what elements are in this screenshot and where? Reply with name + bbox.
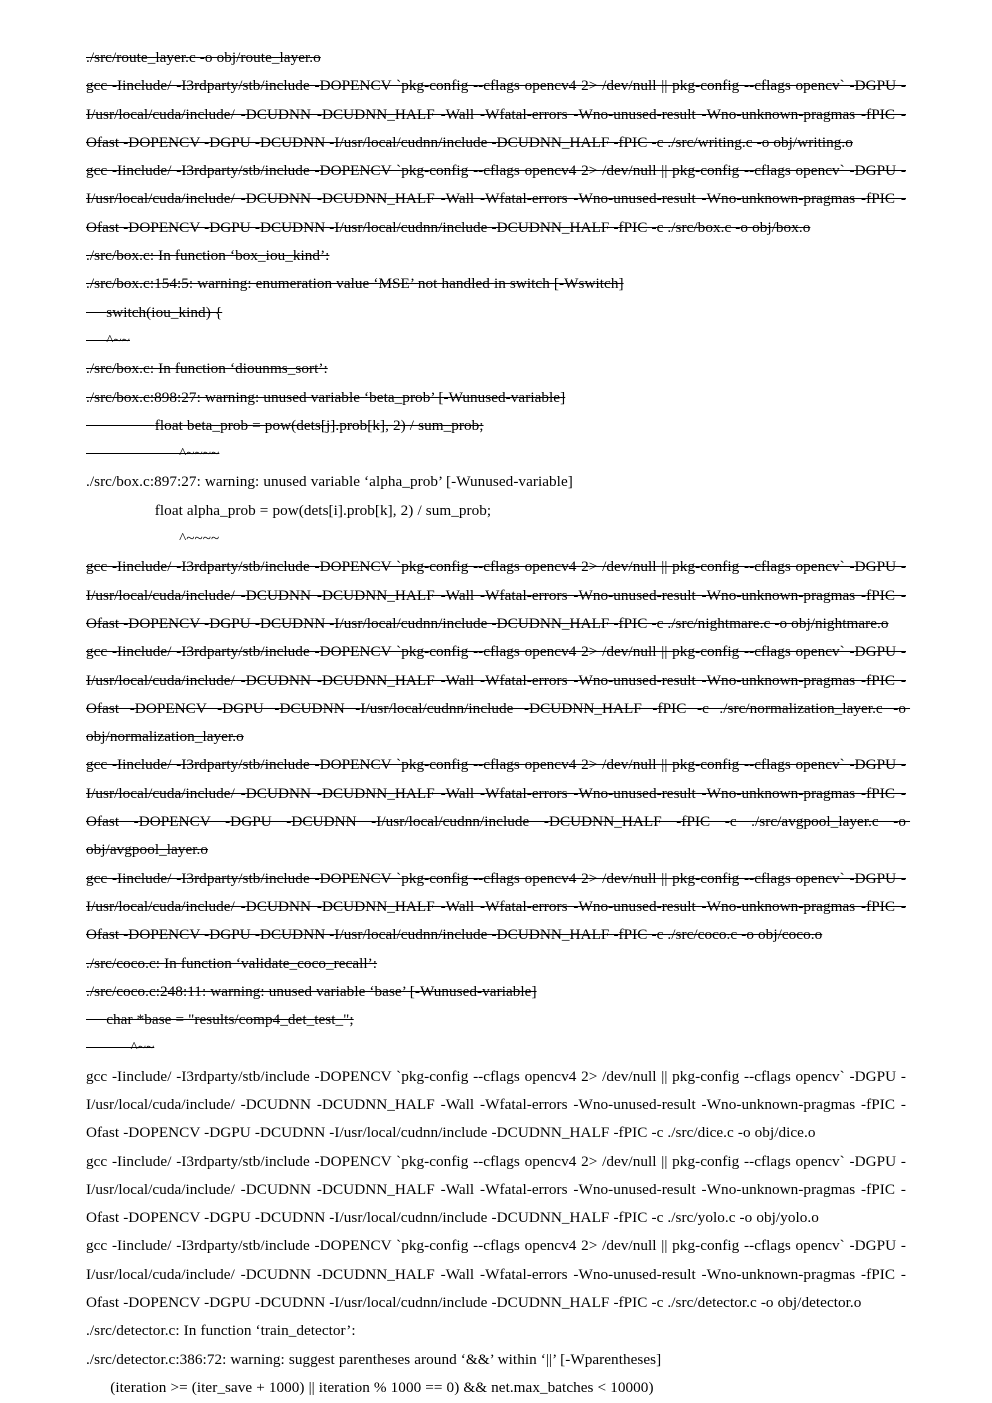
log-line-coco-fn-validate-coco-recall: ./src/coco.c: In function ‘validate_coco_recall’:	[86, 954, 378, 972]
log-line-gcc-coco: gcc -Iinclude/ -I3rdparty/stb/include -DOPENCV `pkg-config --cflags opencv4 2> /dev/null || pkg-config --cflags opencv` -DGPU -I/usr/local/cuda/include/ -DCUDNN -DCUDNN_HALF -Wall -Wfatal-errors -Wno-unused-result -Wno-unknown-pragmas -fPIC -Ofast -DOPENCV -DGPU -DCUDNN -I/usr/local/cudnn/include -DCUDNN_HALF -fPIC -c ./src/coco.c -o obj/coco.o	[86, 869, 906, 944]
log-line-box-warn-alpha-prob: ./src/box.c:897:27: warning: unused variable ‘alpha_prob’ [-Wunused-variable]	[86, 473, 573, 491]
log-line-gcc-yolo: gcc -Iinclude/ -I3rdparty/stb/include -DOPENCV `pkg-config --cflags opencv4 2> /dev/null || pkg-config --cflags opencv` -DGPU -I/usr/local/cuda/include/ -DCUDNN -DCUDNN_HALF -Wall -Wfatal-errors -Wno-unused-result -Wno-unknown-pragmas -fPIC -Ofast -DOPENCV -DGPU -DCUDNN -I/usr/local/cudnn/include -DCUDNN_HALF -fPIC -c ./src/yolo.c -o obj/yolo.o	[86, 1152, 906, 1227]
log-line-box-caret-alpha-prob: ^~~~~	[86, 530, 220, 548]
log-line-gcc-box: gcc -Iinclude/ -I3rdparty/stb/include -DOPENCV `pkg-config --cflags opencv4 2> /dev/null || pkg-config --cflags opencv` -DGPU -I/usr/local/cuda/include/ -DCUDNN -DCUDNN_HALF -Wall -Wfatal-errors -Wno-unused-result -Wno-unknown-pragmas -fPIC -Ofast -DOPENCV -DGPU -DCUDNN -I/usr/local/cudnn/include -DCUDNN_HALF -fPIC -c ./src/box.c -o obj/box.o	[86, 162, 906, 236]
build-log-line-list	[86, 44, 911, 1402]
log-line-box-src-alpha-prob: float alpha_prob = pow(dets[i].prob[k], 2) / sum_prob;	[86, 501, 492, 519]
log-line-box-caret-switch: ^~~	[86, 331, 130, 349]
log-line-box-warn-mse: ./src/box.c:154:5: warning: enumeration value ‘MSE’ not handled in switch [-Wswitch]	[86, 275, 624, 293]
log-line-box-src-beta-prob: float beta_prob = pow(dets[j].prob[k], 2) / sum_prob;	[86, 416, 484, 434]
log-line-gcc-normalization-layer: gcc -Iinclude/ -I3rdparty/stb/include -DOPENCV `pkg-config --cflags opencv4 2> /dev/null || pkg-config --cflags opencv` -DGPU -I/usr/local/cuda/include/ -DCUDNN -DCUDNN_HALF -Wall -Wfatal-errors -Wno-unused-result -Wno-unknown-pragmas -fPIC -Ofast -DOPENCV -DGPU -DCUDNN -I/usr/local/cudnn/include -DCUDNN_HALF -fPIC -c ./src/normalization_layer.c -o obj/normalization_layer.o	[86, 643, 911, 746]
log-line-detector-src-iteration: (iteration >= (iter_save + 1000) || iteration % 1000 == 0) && net.max_batches < 10000)	[86, 1378, 654, 1396]
log-line-box-fn-box-iou-kind: ./src/box.c: In function ‘box_iou_kind’:	[86, 247, 330, 265]
log-line-coco-src-base: char *base = "results/comp4_det_test_";	[86, 1011, 354, 1029]
log-line-route-layer-tail: ./src/route_layer.c -o obj/route_layer.o	[86, 49, 321, 66]
log-line-gcc-detector: gcc -Iinclude/ -I3rdparty/stb/include -DOPENCV `pkg-config --cflags opencv4 2> /dev/null || pkg-config --cflags opencv` -DGPU -I/usr/local/cuda/include/ -DCUDNN -DCUDNN_HALF -Wall -Wfatal-errors -Wno-unused-result -Wno-unknown-pragmas -fPIC -Ofast -DOPENCV -DGPU -DCUDNN -I/usr/local/cudnn/include -DCUDNN_HALF -fPIC -c ./src/detector.c -o obj/detector.o	[86, 1237, 906, 1312]
log-line-coco-warn-base: ./src/coco.c:248:11: warning: unused variable ‘base’ [-Wunused-variable]	[86, 982, 537, 1000]
log-line-gcc-writing: gcc -Iinclude/ -I3rdparty/stb/include -DOPENCV `pkg-config --cflags opencv4 2> /dev/null || pkg-config --cflags opencv` -DGPU -I/usr/local/cuda/include/ -DCUDNN -DCUDNN_HALF -Wall -Wfatal-errors -Wno-unused-result -Wno-unknown-pragmas -fPIC -Ofast -DOPENCV -DGPU -DCUDNN -I/usr/local/cudnn/include -DCUDNN_HALF -fPIC -c ./src/writing.c -o obj/writing.o	[86, 77, 906, 151]
log-line-detector-warn-parentheses: ./src/detector.c:386:72: warning: suggest parentheses around ‘&&’ within ‘||’ [-Wparentheses]	[86, 1350, 662, 1368]
log-line-box-warn-beta-prob: ./src/box.c:898:27: warning: unused variable ‘beta_prob’ [-Wunused-variable]	[86, 388, 566, 406]
log-line-gcc-nightmare: gcc -Iinclude/ -I3rdparty/stb/include -DOPENCV `pkg-config --cflags opencv4 2> /dev/null || pkg-config --cflags opencv` -DGPU -I/usr/local/cuda/include/ -DCUDNN -DCUDNN_HALF -Wall -Wfatal-errors -Wno-unused-result -Wno-unknown-pragmas -fPIC -Ofast -DOPENCV -DGPU -DCUDNN -I/usr/local/cudnn/include -DCUDNN_HALF -fPIC -c ./src/nightmare.c -o obj/nightmare.o	[86, 558, 906, 632]
log-line-detector-fn-train-detector: ./src/detector.c: In function ‘train_detector’:	[86, 1322, 356, 1340]
log-line-box-fn-diounms-sort: ./src/box.c: In function ‘diounms_sort’:	[86, 360, 328, 378]
log-line-box-src-switch: switch(iou_kind) {	[86, 303, 223, 321]
log-line-coco-caret-base: ^~~	[86, 1039, 155, 1057]
log-line-gcc-avgpool-layer: gcc -Iinclude/ -I3rdparty/stb/include -DOPENCV `pkg-config --cflags opencv4 2> /dev/null || pkg-config --cflags opencv` -DGPU -I/usr/local/cuda/include/ -DCUDNN -DCUDNN_HALF -Wall -Wfatal-errors -Wno-unused-result -Wno-unknown-pragmas -fPIC -Ofast -DOPENCV -DGPU -DCUDNN -I/usr/local/cudnn/include -DCUDNN_HALF -fPIC -c ./src/avgpool_layer.c -o obj/avgpool_layer.o	[86, 756, 911, 859]
log-line-box-caret-beta-prob: ^~~~~	[86, 445, 220, 463]
log-line-gcc-dice: gcc -Iinclude/ -I3rdparty/stb/include -DOPENCV `pkg-config --cflags opencv4 2> /dev/null || pkg-config --cflags opencv` -DGPU -I/usr/local/cuda/include/ -DCUDNN -DCUDNN_HALF -Wall -Wfatal-errors -Wno-unused-result -Wno-unknown-pragmas -fPIC -Ofast -DOPENCV -DGPU -DCUDNN -I/usr/local/cudnn/include -DCUDNN_HALF -fPIC -c ./src/dice.c -o obj/dice.o	[86, 1067, 906, 1142]
